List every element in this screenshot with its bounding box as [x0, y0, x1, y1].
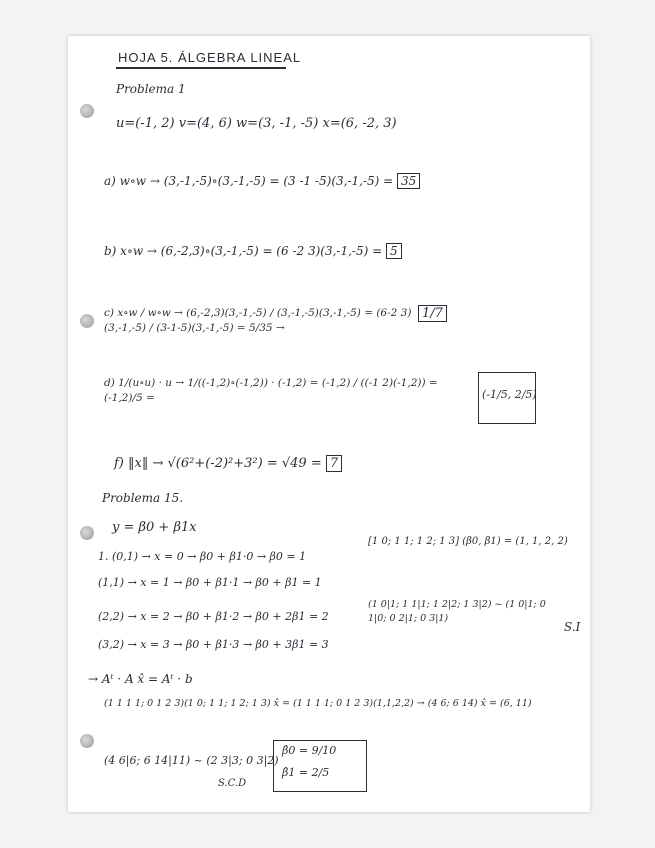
part-d-result: (-1/5, 2/5)	[482, 388, 537, 401]
regression-model: y = β0 + β1x	[112, 520, 197, 535]
solution-beta0: β̂0 = 9/10	[282, 744, 337, 757]
part-a-result: 35	[397, 173, 420, 189]
data-row: (1,1) → x = 1 → β0 + β1·1 → β0 + β1 = 1	[98, 576, 322, 589]
part-b-expression: b) x∘w → (6,-2,3)∘(3,-1,-5) = (6 -2 3)(3,-1,-5) = 5	[104, 244, 402, 258]
data-row: 1. (0,1) → x = 0 → β0 + β1·0 → β0 = 1	[98, 550, 307, 563]
part-f-expression: f) ‖x‖ → √(6²+(-2)²+3²) = √49 = 7	[114, 456, 342, 471]
part-d-expression: d) 1/(u∘u) · u → 1/((-1,2)∘(-1,2)) · (-1,2) = (-1,2) / ((-1 2)(-1,2)) = (-1,2)/5 =	[104, 377, 438, 404]
data-row: (2,2) → x = 2 → β0 + β1·2 → β0 + 2β1 = 2	[98, 610, 329, 623]
part-f-result: 7	[326, 455, 342, 472]
title-underline	[116, 67, 286, 69]
matrix-system: [1 0; 1 1; 1 2; 1 3] (β0, β1) = (1, 1, 2, 2)	[368, 536, 568, 547]
reduced-matrix: (4 6|6; 6 14|11) ~ (2 3|3; 0 3|2)	[104, 754, 279, 767]
part-c-expression: c) x∘w / w∘w → (6,-2,3)(3,-1,-5) / (3,-1,-5)(3,-1,-5) = (6-2 3)(3,-1,-5) / (3-1-5)(3,-1,-5) = 5/35 →	[104, 307, 412, 334]
problem15-heading: Problema 15.	[102, 491, 184, 505]
punch-hole	[80, 314, 94, 328]
punch-hole	[80, 734, 94, 748]
augmented-matrix: (1 0|1; 1 1|1; 1 2|2; 1 3|2) ~ (1 0|1; 0 1|0; 0 2|1; 0 3|1)	[368, 599, 546, 624]
notebook-page	[68, 36, 590, 812]
normal-equation-product: (1 1 1 1; 0 1 2 3)(1 0; 1 1; 1 2; 1 3) x̂ = (1 1 1 1; 0 1 2 3)(1,1,2,2) → (4 6; 6 14) x̂ = (6, 11)	[104, 698, 532, 709]
problem1-heading: Problema 1	[116, 82, 186, 96]
data-row: (3,2) → x = 3 → β0 + β1·3 → β0 + 3β1 = 3	[98, 638, 329, 651]
system-type-si: S.I	[564, 620, 581, 634]
part-c-result: 1/7	[418, 305, 447, 322]
punch-hole	[80, 526, 94, 540]
system-type-scd: S.C.D	[218, 778, 247, 789]
problem1-vectors: u=(-1, 2) v=(4, 6) w=(3, -1, -5) x=(6, -2, 3)	[116, 116, 397, 131]
part-b-result: 5	[386, 243, 402, 259]
part-a-expression: a) w∘w → (3,-1,-5)∘(3,-1,-5) = (3 -1 -5)(3,-1,-5) = 35	[104, 174, 420, 188]
normal-equation: → Aᵗ · A x̂ = Aᵗ · b	[88, 672, 193, 686]
solution-beta1: β̂1 = 2/5	[282, 766, 330, 779]
punch-hole	[80, 104, 94, 118]
page-title: HOJA 5. ÁLGEBRA LINEAL	[118, 50, 302, 65]
